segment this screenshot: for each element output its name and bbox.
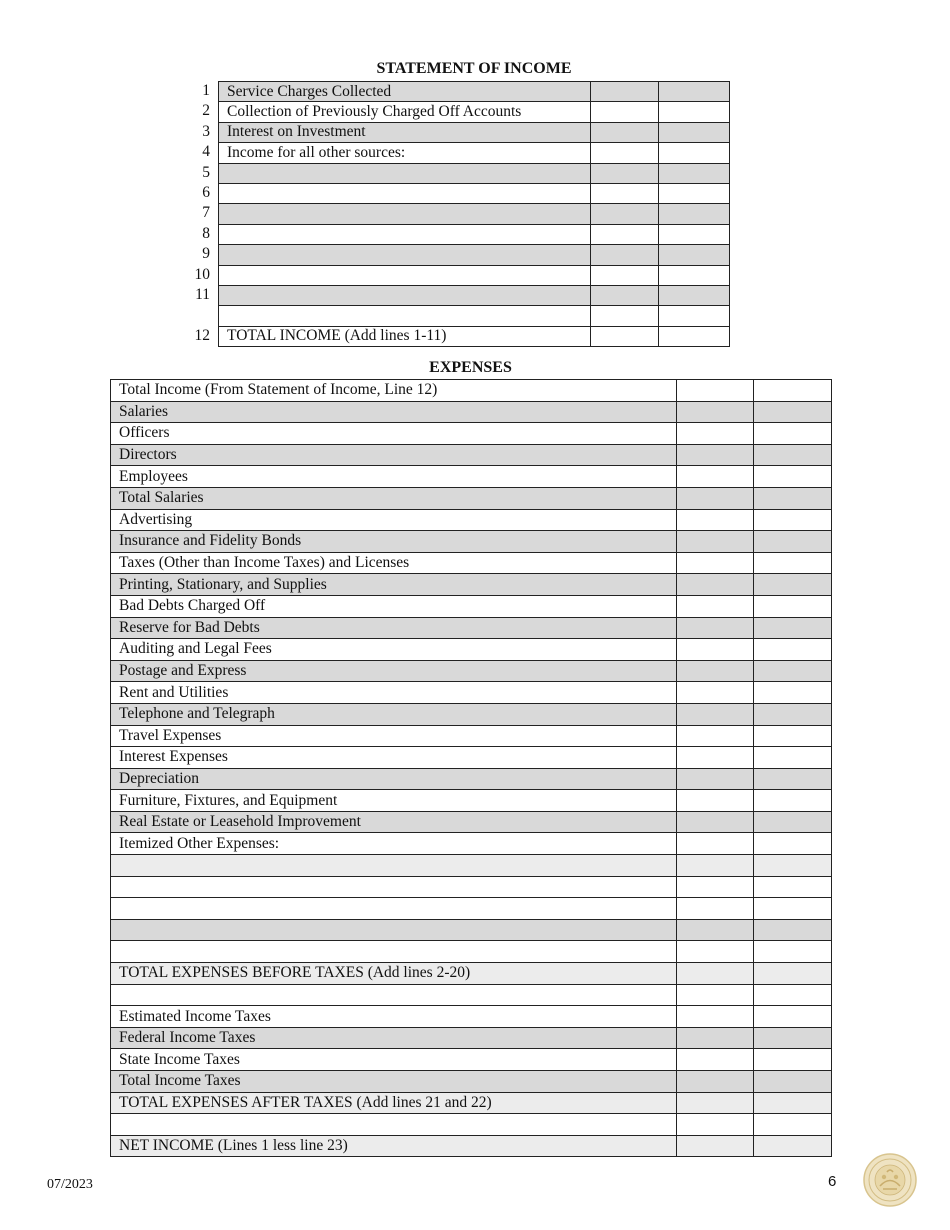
expense-amount-field-a[interactable] [677,509,754,531]
expense-amount-field-a[interactable] [677,941,754,963]
income-row [219,285,730,305]
expense-row [111,963,832,985]
expense-row [111,660,832,682]
expense-amount-field-a[interactable] [677,617,754,639]
income-line-number: 5 [202,163,210,181]
expense-row [111,595,832,617]
income-row [219,122,730,142]
expense-amount-field-b[interactable] [754,811,832,833]
expense-row [111,811,832,833]
expense-amount-field-a[interactable] [677,703,754,725]
expense-amount-field-a[interactable] [677,401,754,423]
expense-row-label: Postage and Express [111,660,677,682]
expense-amount-field-b[interactable] [754,725,832,747]
expense-amount-field-a[interactable] [677,466,754,488]
income-amount-field-a[interactable] [591,122,659,142]
expense-amount-field-a[interactable] [677,898,754,920]
income-amount-field-b[interactable] [659,122,730,142]
expenses-title: EXPENSES [429,359,512,376]
expense-row-label: Taxes (Other than Income Taxes) and Licenses [111,552,677,574]
expense-amount-field-b[interactable] [754,790,832,812]
income-amount-field-a[interactable] [591,285,659,305]
expense-row [111,703,832,725]
expense-row [111,919,832,941]
expense-amount-field-b[interactable] [754,660,832,682]
expense-amount-field-b[interactable] [754,898,832,920]
income-amount-field-b[interactable] [659,285,730,305]
expense-row [111,1027,832,1049]
expense-amount-field-a[interactable] [677,682,754,704]
expense-row-label: Travel Expenses [111,725,677,747]
income-row-label: Interest on Investment [219,122,591,142]
income-amount-field-b[interactable] [659,224,730,244]
income-amount-field-a[interactable] [591,102,659,122]
expense-amount-field-b[interactable] [754,423,832,445]
expense-row-label: Depreciation [111,768,677,790]
income-row-label: Service Charges Collected [219,82,591,102]
expense-amount-field-b[interactable] [754,984,832,1006]
expense-amount-field-a[interactable] [677,660,754,682]
expense-amount-field-a[interactable] [677,1006,754,1028]
expense-row-label: Reserve for Bad Debts [111,617,677,639]
expense-amount-field-b[interactable] [754,1049,832,1071]
income-line-number: 2 [202,102,210,120]
expense-amount-field-a[interactable] [677,444,754,466]
income-row-label [219,163,591,183]
expense-amount-field-b[interactable] [754,876,832,898]
expense-amount-field-a[interactable] [677,919,754,941]
expense-amount-field-a[interactable] [677,487,754,509]
expense-row-label: NET INCOME (Lines 1 less line 23) [111,1135,677,1157]
income-amount-field-a[interactable] [591,306,659,326]
income-amount-field-b[interactable] [659,326,730,346]
expense-amount-field-a[interactable] [677,790,754,812]
income-amount-field-b[interactable] [659,82,730,102]
income-amount-field-b[interactable] [659,163,730,183]
expense-row-label: Federal Income Taxes [111,1027,677,1049]
expense-amount-field-a[interactable] [677,963,754,985]
expense-row-label: Total Salaries [111,487,677,509]
expense-row [111,1049,832,1071]
expense-amount-field-a[interactable] [677,1049,754,1071]
income-amount-field-a[interactable] [591,265,659,285]
expense-amount-field-b[interactable] [754,617,832,639]
expense-row [111,833,832,855]
expense-row-label: TOTAL EXPENSES BEFORE TAXES (Add lines 2-20) [111,963,677,985]
expense-row-label: Total Income (From Statement of Income, Line 12) [111,380,677,402]
expense-row-label: Interest Expenses [111,747,677,769]
expense-row [111,898,832,920]
expense-amount-field-a[interactable] [677,833,754,855]
expense-amount-field-b[interactable] [754,552,832,574]
expense-row [111,466,832,488]
expense-amount-field-a[interactable] [677,1092,754,1114]
income-amount-field-b[interactable] [659,265,730,285]
expense-row-label: Advertising [111,509,677,531]
expense-row [111,725,832,747]
income-table [218,81,730,347]
expense-row [111,423,832,445]
expense-row-label: Real Estate or Leasehold Improvement [111,811,677,833]
expense-row [111,617,832,639]
expense-amount-field-b[interactable] [754,574,832,596]
expense-row [111,444,832,466]
expenses-table [110,379,832,1157]
expense-row [111,380,832,402]
income-amount-field-a[interactable] [591,224,659,244]
expense-row [111,401,832,423]
income-row-label: Collection of Previously Charged Off Accounts [219,102,591,122]
expense-amount-field-b[interactable] [754,855,832,877]
expense-amount-field-a[interactable] [677,380,754,402]
expense-amount-field-a[interactable] [677,725,754,747]
income-row [219,245,730,265]
expense-amount-field-b[interactable] [754,682,832,704]
expense-amount-field-a[interactable] [677,811,754,833]
expense-row [111,1006,832,1028]
expense-amount-field-a[interactable] [677,1071,754,1093]
income-amount-field-a[interactable] [591,183,659,203]
expense-amount-field-a[interactable] [677,1135,754,1157]
expense-amount-field-a[interactable] [677,1114,754,1136]
expense-amount-field-b[interactable] [754,444,832,466]
expense-row [111,876,832,898]
income-amount-field-b[interactable] [659,183,730,203]
income-line-number: 9 [202,245,210,263]
expense-row [111,1092,832,1114]
expense-row-label: Estimated Income Taxes [111,1006,677,1028]
income-row-label [219,285,591,305]
expense-amount-field-a[interactable] [677,747,754,769]
expense-row-label: Directors [111,444,677,466]
income-row [219,204,730,224]
income-amount-field-a[interactable] [591,326,659,346]
expense-amount-field-b[interactable] [754,1135,832,1157]
expense-row [111,574,832,596]
expense-amount-field-b[interactable] [754,768,832,790]
expense-row-label: Printing, Stationary, and Supplies [111,574,677,596]
expense-amount-field-a[interactable] [677,552,754,574]
expense-row [111,531,832,553]
expense-row [111,487,832,509]
expense-row [111,984,832,1006]
expense-row [111,682,832,704]
income-row-label [219,183,591,203]
income-amount-field-a[interactable] [591,204,659,224]
expense-amount-field-a[interactable] [677,1027,754,1049]
expense-amount-field-b[interactable] [754,941,832,963]
income-row-label [219,306,591,326]
page-number: 6 [828,1173,837,1190]
income-row-label [219,245,591,265]
income-line-number: 8 [202,224,210,242]
expense-row-label [111,898,677,920]
expense-row [111,768,832,790]
income-line-number: 11 [195,286,210,303]
expense-amount-field-b[interactable] [754,595,832,617]
income-row-label: Income for all other sources: [219,143,591,163]
expense-amount-field-a[interactable] [677,984,754,1006]
income-line-number: 6 [202,184,210,201]
expense-amount-field-b[interactable] [754,509,832,531]
income-amount-field-b[interactable] [659,204,730,224]
expense-amount-field-b[interactable] [754,1071,832,1093]
income-row-label [219,224,591,244]
income-statement-title: STATEMENT OF INCOME [376,60,572,77]
income-line-number: 10 [194,265,210,283]
expense-row-label: Itemized Other Expenses: [111,833,677,855]
income-row [219,183,730,203]
income-row [219,102,730,122]
income-row [219,265,730,285]
income-line-number: 3 [202,122,210,140]
income-line-number: 12 [194,326,210,344]
expense-amount-field-b[interactable] [754,531,832,553]
expense-row [111,639,832,661]
state-seal-icon [863,1153,917,1207]
expense-amount-field-a[interactable] [677,595,754,617]
footer-date: 07/2023 [47,1177,93,1192]
expense-row-label [111,984,677,1006]
expense-amount-field-b[interactable] [754,747,832,769]
income-line-number: 4 [202,143,210,161]
income-row [219,326,730,346]
income-row [219,143,730,163]
expense-row-label: Auditing and Legal Fees [111,639,677,661]
income-amount-field-b[interactable] [659,143,730,163]
expense-amount-field-b[interactable] [754,401,832,423]
expense-row-label: Furniture, Fixtures, and Equipment [111,790,677,812]
expense-row-label [111,941,677,963]
expense-row [111,1114,832,1136]
expense-row [111,790,832,812]
expense-row [111,747,832,769]
expense-amount-field-b[interactable] [754,380,832,402]
expense-amount-field-a[interactable] [677,768,754,790]
expense-amount-field-a[interactable] [677,531,754,553]
income-row [219,306,730,326]
income-amount-field-a[interactable] [591,245,659,265]
income-row [219,224,730,244]
expense-row [111,552,832,574]
income-row [219,82,730,102]
expense-row-label [111,876,677,898]
expense-row-label: Total Income Taxes [111,1071,677,1093]
expense-amount-field-b[interactable] [754,487,832,509]
expense-row-label: Salaries [111,401,677,423]
income-row [219,163,730,183]
expense-row-label [111,1114,677,1136]
expense-row-label: TOTAL EXPENSES AFTER TAXES (Add lines 21 and 22) [111,1092,677,1114]
expense-row-label [111,855,677,877]
expense-amount-field-b[interactable] [754,1006,832,1028]
income-amount-field-a[interactable] [591,82,659,102]
income-amount-field-b[interactable] [659,102,730,122]
income-line-number: 1 [202,82,210,99]
expense-amount-field-b[interactable] [754,833,832,855]
expense-amount-field-b[interactable] [754,919,832,941]
expense-amount-field-b[interactable] [754,466,832,488]
expense-amount-field-b[interactable] [754,1092,832,1114]
expense-row [111,1071,832,1093]
expense-amount-field-a[interactable] [677,639,754,661]
expense-amount-field-b[interactable] [754,1114,832,1136]
income-amount-field-b[interactable] [659,245,730,265]
expense-row-label: Rent and Utilities [111,682,677,704]
income-amount-field-a[interactable] [591,143,659,163]
income-amount-field-a[interactable] [591,163,659,183]
expense-amount-field-b[interactable] [754,639,832,661]
income-row-label: TOTAL INCOME (Add lines 1-11) [219,326,591,346]
expense-amount-field-b[interactable] [754,963,832,985]
expense-row [111,1135,832,1157]
expense-row [111,509,832,531]
income-row-label [219,265,591,285]
expense-row-label: Officers [111,423,677,445]
expense-row-label: State Income Taxes [111,1049,677,1071]
expense-row-label [111,919,677,941]
expense-row-label: Insurance and Fidelity Bonds [111,531,677,553]
expense-amount-field-a[interactable] [677,876,754,898]
expense-amount-field-b[interactable] [754,1027,832,1049]
expense-amount-field-a[interactable] [677,423,754,445]
expense-amount-field-b[interactable] [754,703,832,725]
expense-row [111,855,832,877]
income-row-label [219,204,591,224]
expense-row-label: Employees [111,466,677,488]
expense-row-label: Bad Debts Charged Off [111,595,677,617]
income-amount-field-b[interactable] [659,306,730,326]
expense-amount-field-a[interactable] [677,855,754,877]
expense-row-label: Telephone and Telegraph [111,703,677,725]
expense-row [111,941,832,963]
expense-amount-field-a[interactable] [677,574,754,596]
income-line-number: 7 [202,204,210,222]
